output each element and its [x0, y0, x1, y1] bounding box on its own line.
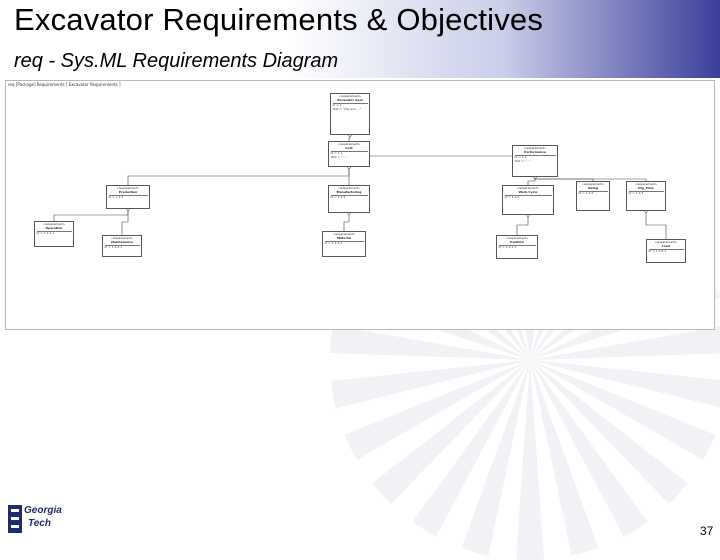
requirement-stereotype: «requirement»: [581, 182, 605, 186]
requirement-box[interactable]: [328, 185, 370, 213]
requirement-body: Id = 1.1.1: [108, 195, 124, 200]
requirement-box[interactable]: [102, 235, 142, 257]
requirement-name: Production: [109, 191, 148, 196]
requirement-stereotype: «requirement»: [337, 142, 361, 146]
containment-connector: [54, 209, 128, 221]
requirement-body: Id = 1.2.2.1: [648, 249, 667, 254]
requirement-body: Id = 1.1 Text = "...": [330, 151, 347, 160]
requirement-body: Id = 1.2.2: [578, 191, 594, 196]
diagram-tab-label: req [Package] Requirements [ Excavator Requirements ]: [8, 82, 121, 87]
containment-connector: [646, 211, 666, 239]
requirement-name: Excavator Goal: [333, 99, 368, 104]
requirement-stereotype: «requirement»: [337, 186, 361, 190]
requirement-stereotype: «requirement»: [516, 186, 540, 190]
requirement-name: Material: [325, 237, 364, 242]
requirement-stereotype: «requirement»: [332, 232, 356, 236]
requirement-stereotype: «requirement»: [523, 146, 547, 150]
requirement-box[interactable]: [512, 145, 558, 177]
page-number: 37: [700, 524, 714, 538]
requirement-body: Id = 1.2.1: [504, 195, 520, 200]
slide-subtitle: req - Sys.ML Requirements Diagram: [14, 50, 339, 72]
requirement-box[interactable]: [328, 141, 370, 167]
requirement-box[interactable]: [626, 181, 666, 211]
requirement-box[interactable]: [496, 235, 538, 259]
requirement-box[interactable]: [106, 185, 150, 209]
requirement-body: Id = 1.2 Text = "...": [514, 155, 531, 164]
requirement-stereotype: «requirement»: [110, 236, 134, 240]
requirement-name: Manufacturing: [331, 191, 368, 196]
requirement-body: Id = 1 Text = "Dig and ...": [332, 103, 362, 112]
requirement-box[interactable]: [576, 181, 610, 211]
requirement-body: Id = 1.2.3: [628, 191, 644, 196]
requirement-box[interactable]: [322, 231, 366, 257]
requirement-name: Dig_Time: [629, 187, 664, 192]
requirements-diagram: [5, 80, 715, 330]
requirement-name: Maintenance: [105, 241, 140, 246]
containment-connector: [122, 209, 128, 235]
requirement-body: Id = 1.1.1.1: [36, 231, 55, 236]
requirement-stereotype: «requirement»: [42, 222, 66, 226]
requirement-body: Id = 1.1.2: [330, 195, 346, 200]
containment-connector: [128, 167, 349, 185]
requirement-name: Load: [649, 245, 684, 250]
containment-connector: [344, 213, 349, 231]
requirement-body: Id = 1.1.2.1: [104, 245, 123, 250]
logo-mark-icon: [8, 505, 22, 533]
requirement-stereotype: «requirement»: [338, 94, 362, 98]
requirement-box[interactable]: [502, 185, 554, 215]
requirement-name: Work Cycle: [505, 191, 552, 196]
requirement-name: Operation: [37, 227, 72, 232]
requirement-box[interactable]: [34, 221, 74, 247]
requirement-name: Position: [499, 241, 536, 246]
containment-connector: [517, 215, 528, 235]
requirement-box[interactable]: [330, 93, 370, 135]
requirement-stereotype: «requirement»: [116, 186, 140, 190]
requirement-body: Id = 1.1.2.2: [324, 241, 343, 246]
requirement-body: Id = 1.2.1.1: [498, 245, 517, 250]
slide-title: Excavator Requirements & Objectives: [14, 2, 544, 37]
requirement-name: Swing: [579, 187, 608, 192]
containment-connector: [349, 145, 535, 167]
requirement-box[interactable]: [646, 239, 686, 263]
georgia-tech-logo: Georgia Tech: [8, 503, 128, 533]
requirement-name: Performance: [515, 151, 556, 156]
requirement-name: Cost: [331, 147, 368, 152]
requirement-stereotype: «requirement»: [634, 182, 658, 186]
requirement-stereotype: «requirement»: [505, 236, 529, 240]
requirement-stereotype: «requirement»: [654, 240, 678, 244]
